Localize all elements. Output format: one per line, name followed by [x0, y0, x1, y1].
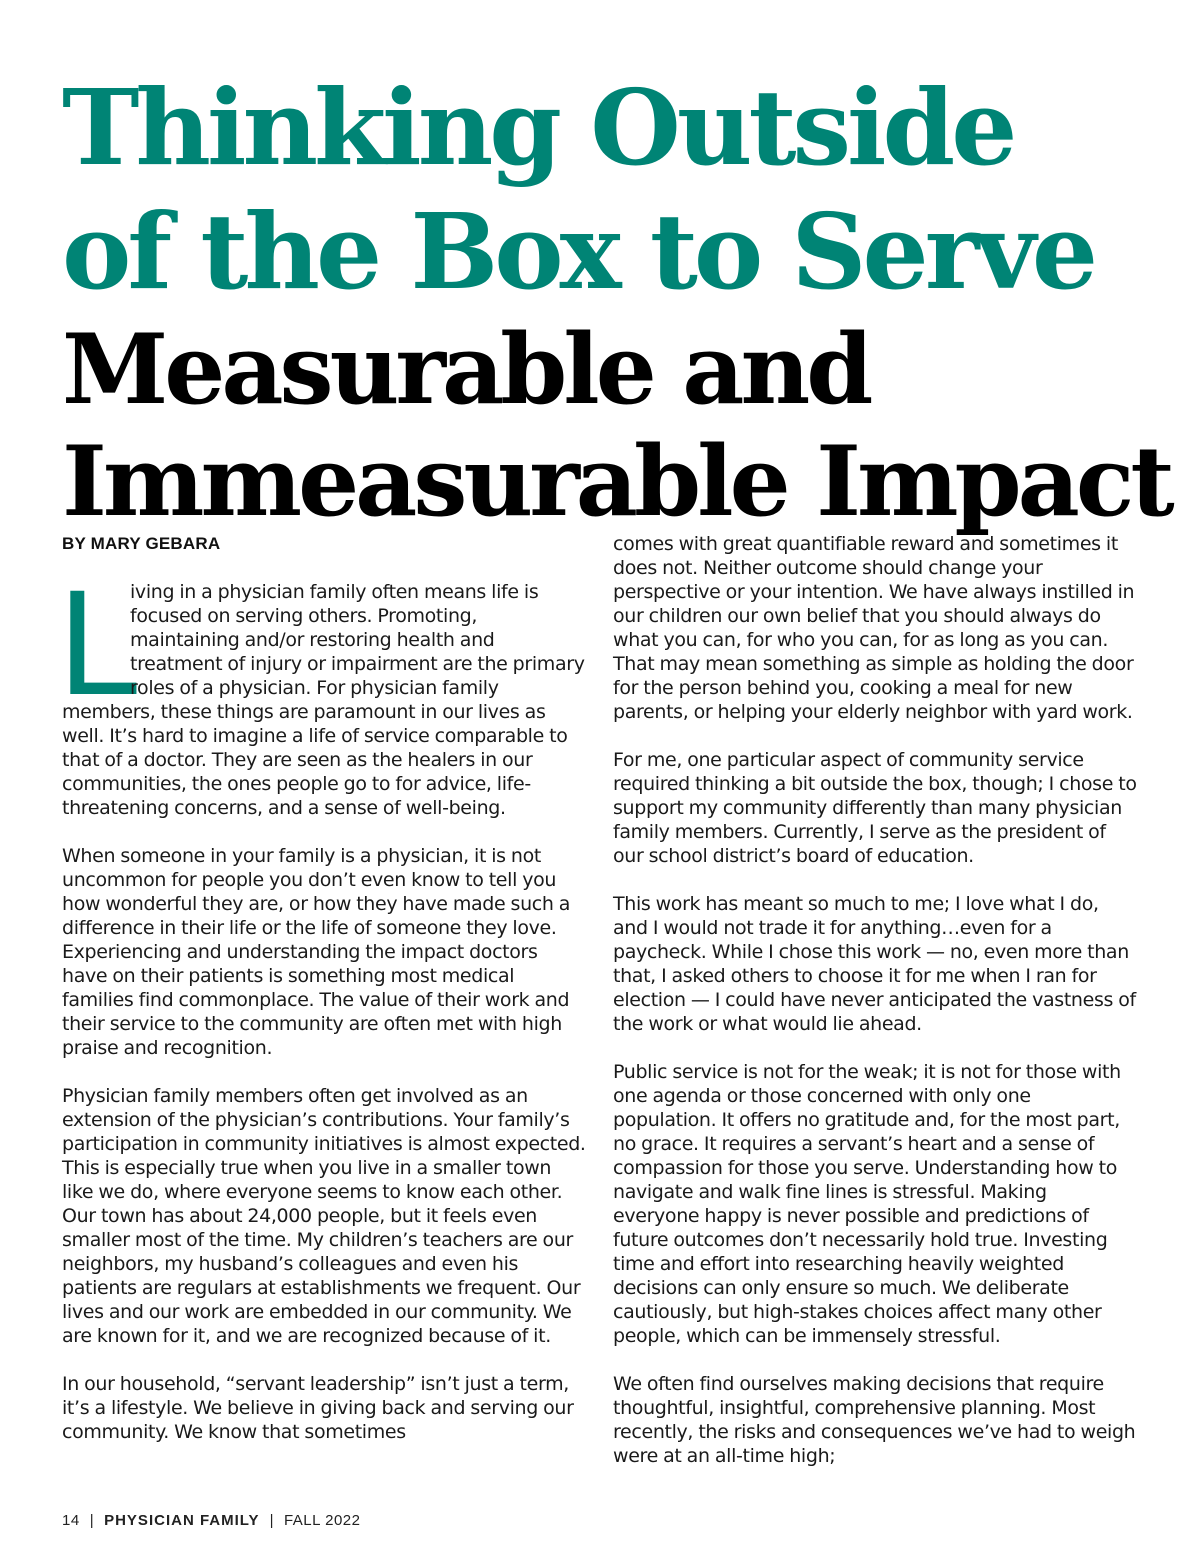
subtitle-line-2: Immeasurable Impact — [62, 425, 1171, 538]
byline: BY MARY GEBARA — [62, 534, 221, 553]
drop-cap: L — [58, 558, 142, 726]
paragraph — [58, 558, 586, 820]
footer-divider: | — [89, 1512, 95, 1529]
paragraph: For me, one particular aspect of community service required thinking a bit outside the box, though; I chose to support my community differently than many physician family members. Currently, I serve as the president of our school district’s board of education. — [613, 749, 1137, 867]
paragraph: In our household, “servant leadership” isn’t just a term, it’s a lifestyle. We believe in giving back and serving our community. We know that sometimes — [62, 1373, 574, 1443]
title-line-2: of the Box to Serve — [62, 190, 1095, 313]
page-footer — [62, 1512, 360, 1529]
paragraph: comes with great quantifiable reward and sometimes it does not. Neither outcome should change your perspective or your intention. We have always instilled in our children our own belief that you should always do what you can, for who you can, for as long as you can. That may mean something as simple as holding the door for the person behind you, cooking a meal for new parents, or helping your elderly neighbor with yard work. — [613, 533, 1135, 723]
subtitle-line-1: Measurable and — [62, 313, 870, 426]
magazine-name: PHYSICIAN FAMILY — [104, 1512, 260, 1529]
paragraph: We often find ourselves making decisions that require thoughtful, insightful, comprehensive planning. Most recently, the risks and consequences we’ve had to weigh were at an all-time high; — [613, 1373, 1136, 1467]
article-header — [62, 66, 1172, 538]
paragraph-text: iving in a physician family often means life is focused on serving others. Promoting, maintaining and/or restoring health and treatment of injury or impairment are the primary roles of a physician. For physician family members, these things are paramount in our lives as well. It’s hard to imagine a life of service comparable to that of a doctor. They are seen as the healers in our communities, the ones people go to for advice, life-threatening concerns, and a sense of well-being. — [62, 581, 585, 819]
issue-name: FALL 2022 — [283, 1512, 361, 1529]
right-column — [613, 532, 1137, 1492]
paragraph: When someone in your family is a physician, it is not uncommon for people you don’t even know to tell you how wonderful they are, or how they have made such a difference in their life or the life of someone they love. Experiencing and understanding the impact doctors have on their patients is something most medical families find commonplace. The value of their work and their service to the community are often met with high praise and recognition. — [62, 845, 571, 1059]
paragraph: Physician family members often get involved as an extension of the physician’s contributions. Your family’s participation in community initiatives is almost expected. This is especially true when you live in a smaller town like we do, where everyone seems to know each other. Our town has about 24,000 people, but it feels even smaller most of the time. My children’s teachers are our neighbors, my husband’s colleagues and even his patients are regulars at establishments we frequent. Our lives and our work are embedded in our community. We are known for it, and we are recognized because of it. — [62, 1085, 586, 1347]
footer-divider: | — [269, 1512, 274, 1529]
left-column — [58, 532, 586, 1468]
page-number: 14 — [62, 1512, 80, 1529]
paragraph: This work has meant so much to me; I love what I do, and I would not trade it for anything…even for a paycheck. While I chose this work — no, even more than that, I asked others to choose it for me when I ran for election — I could have never anticipated the vastness of the work or what would lie ahead. — [613, 893, 1136, 1035]
title-line-1: Thinking Outside — [62, 66, 1014, 189]
paragraph: Public service is not for the weak; it is not for those with one agenda or those concerned with only one population. It offers no gratitude and, for the most part, no grace. It requires a servant’s heart and a sense of compassion for those you serve. Understanding how to navigate and walk fine lines is stressful. Making everyone happy is never possible and predictions of future outcomes don’t necessarily hold true. Investing time and effort into researching heavily weighted decisions can only ensure so much. We deliberate cautiously, but high-stakes choices affect many other people, which can be immensely stressful. — [613, 1061, 1121, 1347]
